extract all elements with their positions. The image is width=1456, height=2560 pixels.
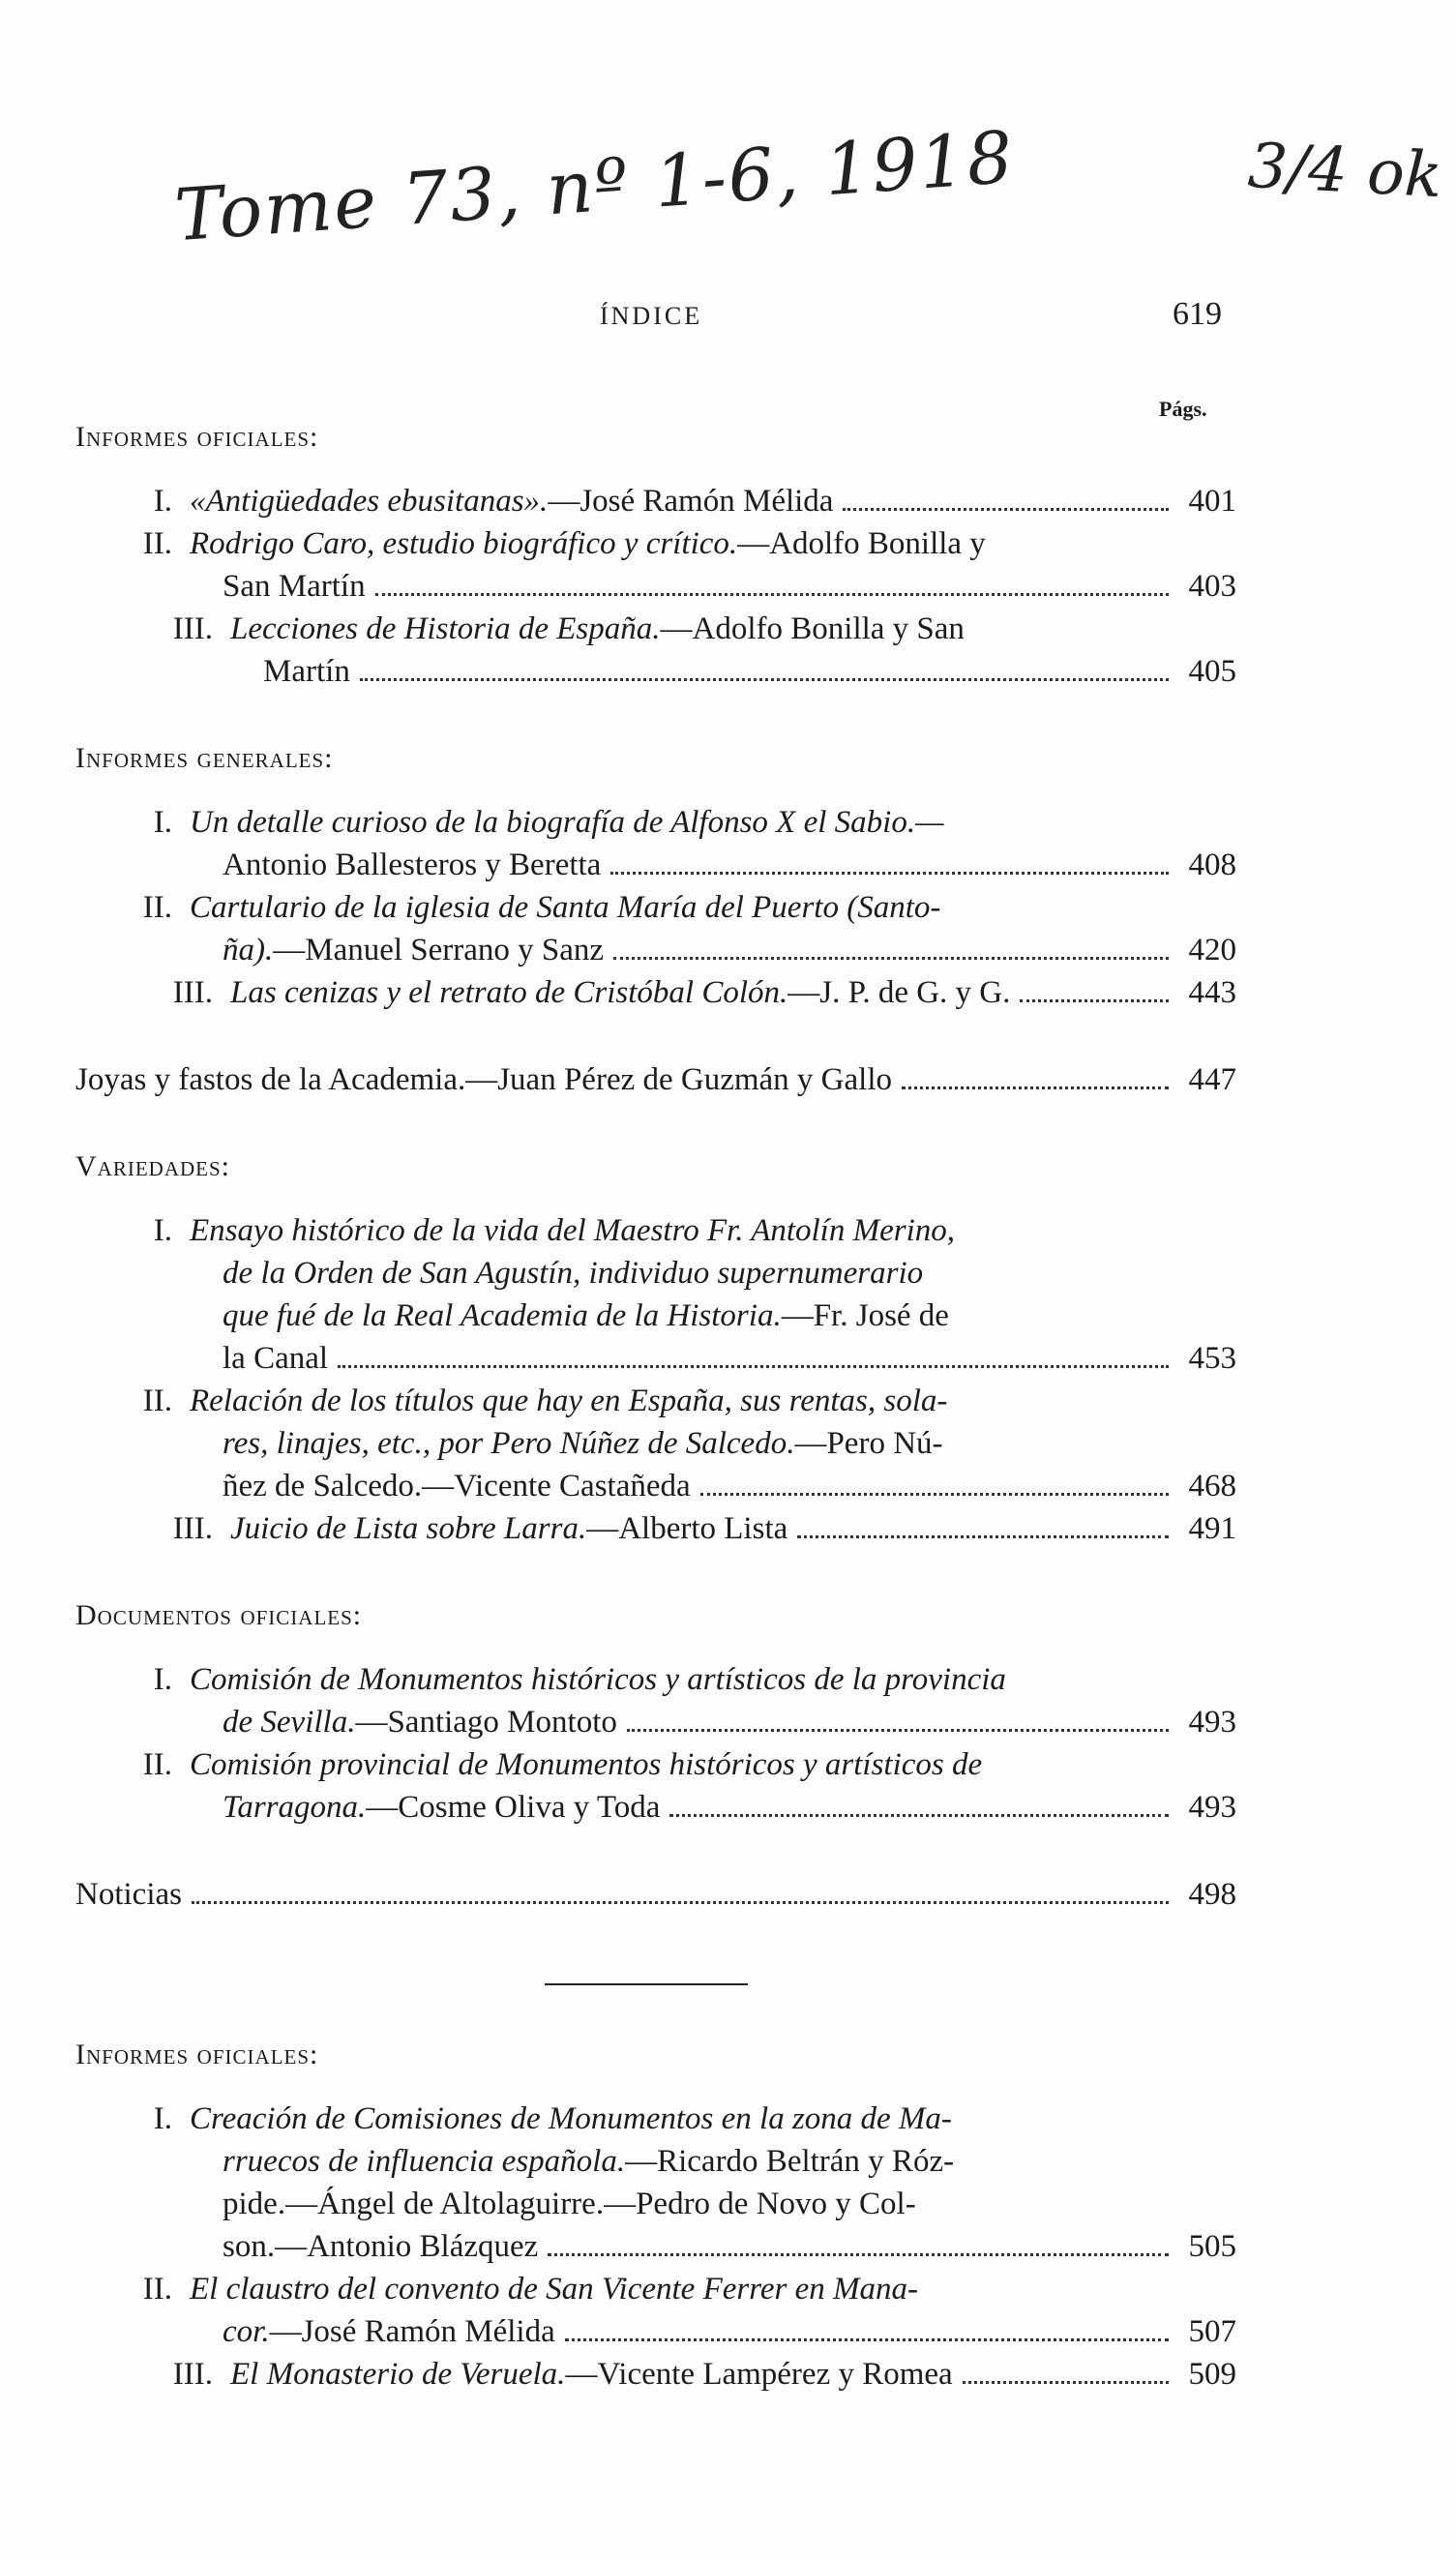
entry-page: 401 bbox=[1188, 484, 1236, 519]
entry-page: 408 bbox=[1188, 848, 1236, 882]
toc-entry bbox=[75, 2098, 1236, 2268]
entry-body bbox=[190, 1743, 1236, 1829]
entry-line bbox=[190, 1295, 1236, 1337]
dot-leader bbox=[627, 1729, 1169, 1732]
entry-page: 498 bbox=[1188, 1877, 1236, 1912]
entry-page: 420 bbox=[1188, 933, 1236, 967]
entry-line bbox=[190, 801, 1236, 844]
entry-body bbox=[190, 1658, 1236, 1743]
entry-title: «Antigüedades ebusitanas». bbox=[190, 484, 549, 519]
entry-author: —Manuel Serrano y Sanz bbox=[273, 933, 605, 967]
entry-line bbox=[190, 522, 1236, 565]
entry-title: de Sevilla. bbox=[223, 1705, 356, 1740]
entry-line bbox=[190, 1252, 1236, 1295]
entry-author: pide.—Ángel de Altolaguirre.—Pedro de Novo y Col- bbox=[223, 2187, 916, 2221]
dot-leader bbox=[338, 1365, 1169, 1368]
entry-title: rruecos de influencia española. bbox=[223, 2144, 626, 2179]
entry-line bbox=[190, 2310, 1236, 2353]
toc-section bbox=[75, 1594, 1236, 1829]
entry-line bbox=[230, 608, 1236, 650]
entry-body bbox=[190, 2268, 1236, 2353]
entry-number: I. bbox=[153, 1662, 172, 1697]
entry-line bbox=[230, 2353, 1236, 2396]
toc-entry bbox=[75, 2268, 1236, 2353]
table-of-contents bbox=[75, 416, 1236, 2440]
toc-entry bbox=[75, 608, 1236, 693]
entry-author: —Cosme Oliva y Toda bbox=[366, 1790, 661, 1825]
toc-entry bbox=[75, 2353, 1236, 2396]
entry-number: I. bbox=[153, 2101, 172, 2136]
entry-line bbox=[190, 2268, 1236, 2310]
entry-body bbox=[190, 2098, 1236, 2268]
toc-entry bbox=[75, 1380, 1236, 1507]
entry-number: I. bbox=[153, 805, 172, 840]
entry-page: 493 bbox=[1188, 1705, 1236, 1740]
entry-page: 468 bbox=[1188, 1469, 1236, 1503]
entry-author: son.—Antonio Blázquez bbox=[223, 2229, 539, 2264]
entry-title: que fué de la Real Academia de la Historia. bbox=[223, 1298, 782, 1333]
entry-text: Joyas y fastos de la Academia.—Juan Pérez de Guzmán y Gallo bbox=[75, 1062, 892, 1097]
section-separator-rule bbox=[545, 1983, 748, 1985]
entry-line bbox=[190, 929, 1236, 971]
entry-author: —Santiago Montoto bbox=[355, 1705, 617, 1740]
entry-line bbox=[190, 1701, 1236, 1743]
entry-number: I. bbox=[153, 1213, 172, 1248]
toc-entry bbox=[75, 480, 1236, 522]
entry-number: III. bbox=[172, 1511, 213, 1546]
entry-body bbox=[190, 480, 1236, 522]
toc-entry bbox=[75, 1507, 1236, 1550]
toc-entry bbox=[75, 1209, 1236, 1380]
entry-page: 403 bbox=[1188, 569, 1236, 604]
toc-entry bbox=[75, 1743, 1236, 1829]
toc-section bbox=[75, 416, 1236, 693]
entry-line bbox=[190, 1209, 1236, 1252]
toc-entry bbox=[75, 1658, 1236, 1743]
entry-line bbox=[230, 971, 1236, 1014]
entry-number: III. bbox=[172, 611, 213, 646]
entry-title: Las cenizas y el retrato de Cristóbal Colón. bbox=[230, 975, 788, 1010]
dot-leader bbox=[1020, 999, 1169, 1002]
dot-leader bbox=[963, 2381, 1169, 2384]
entry-line bbox=[190, 480, 1236, 522]
entry-number: II. bbox=[142, 890, 172, 925]
entry-page: 509 bbox=[1188, 2357, 1236, 2392]
entry-line bbox=[190, 1658, 1236, 1701]
entry-author: ñez de Salcedo.—Vicente Castañeda bbox=[223, 1469, 691, 1503]
entry-line bbox=[190, 1380, 1236, 1422]
entry-page: 491 bbox=[1188, 1511, 1236, 1546]
entry-number: I. bbox=[153, 484, 172, 519]
entry-line bbox=[190, 886, 1236, 929]
entry-page: 443 bbox=[1188, 975, 1236, 1010]
entry-line bbox=[190, 2183, 1236, 2225]
entry-title: ña). bbox=[223, 933, 274, 967]
dot-leader bbox=[192, 1901, 1169, 1904]
entry-title: El claustro del convento de San Vicente Ferrer en Mana- bbox=[190, 2272, 918, 2307]
toc-entry bbox=[75, 886, 1236, 971]
entry-title: de la Orden de San Agustín, individuo supernumerario bbox=[223, 1256, 924, 1291]
toc-entry-joyas bbox=[75, 1058, 1236, 1101]
entry-body bbox=[230, 971, 1236, 1014]
entry-title: El Monasterio de Veruela. bbox=[230, 2357, 566, 2392]
sections-block-1 bbox=[75, 416, 1236, 1014]
toc-entry bbox=[75, 801, 1236, 886]
entry-title: res, linajes, etc., por Pero Núñez de Salcedo. bbox=[223, 1426, 795, 1461]
entry-line bbox=[190, 1786, 1236, 1829]
toc-entry bbox=[75, 971, 1236, 1014]
entry-author: —Fr. José de bbox=[781, 1298, 949, 1333]
entry-title: Tarragona. bbox=[223, 1790, 367, 1825]
entry-title: Juicio de Lista sobre Larra. bbox=[230, 1511, 587, 1546]
entry-line bbox=[190, 2225, 1236, 2268]
dot-leader bbox=[548, 2253, 1169, 2256]
entry-number: III. bbox=[172, 2357, 213, 2392]
dot-leader bbox=[902, 1087, 1169, 1089]
entry-number: II. bbox=[142, 1384, 172, 1418]
entry-number: III. bbox=[172, 975, 213, 1010]
entry-line bbox=[190, 1743, 1236, 1786]
dot-leader bbox=[613, 957, 1169, 960]
section-heading: Documentos oficiales: bbox=[75, 1599, 363, 1631]
running-title: ÍNDICE bbox=[600, 302, 703, 330]
entry-line bbox=[190, 1465, 1236, 1507]
dot-leader bbox=[843, 508, 1169, 511]
dot-leader bbox=[700, 1493, 1169, 1496]
entry-author: —Ricardo Beltrán y Róz- bbox=[625, 2144, 955, 2179]
entry-author: Antonio Ballesteros y Beretta bbox=[223, 848, 602, 882]
entry-author: San Martín bbox=[223, 569, 366, 604]
entry-page: 453 bbox=[1188, 1341, 1236, 1376]
entry-number: II. bbox=[142, 2272, 172, 2307]
entry-line bbox=[230, 650, 1236, 693]
toc-entry-noticias bbox=[75, 1873, 1236, 1916]
section-heading: Informes generales: bbox=[75, 742, 334, 774]
dot-leader bbox=[360, 678, 1169, 681]
entry-page: 447 bbox=[1188, 1062, 1236, 1097]
entry-body bbox=[190, 1209, 1236, 1380]
entry-body bbox=[230, 2353, 1236, 2396]
entry-line bbox=[190, 1422, 1236, 1465]
entry-number: II. bbox=[142, 1747, 172, 1782]
section-heading: Variedades: bbox=[75, 1150, 230, 1182]
entry-title: Lecciones de Historia de España. bbox=[230, 611, 661, 646]
entry-author: —José Ramón Mélida bbox=[548, 484, 834, 519]
entry-page: 493 bbox=[1188, 1790, 1236, 1825]
entry-title: Un detalle curioso de la biografía de Alfonso X el Sabio.— bbox=[190, 805, 944, 840]
entry-line bbox=[230, 1507, 1236, 1550]
entry-line bbox=[190, 565, 1236, 608]
entry-body bbox=[230, 608, 1236, 693]
entry-line bbox=[190, 844, 1236, 886]
toc-entry bbox=[75, 522, 1236, 608]
entry-line bbox=[190, 1337, 1236, 1380]
entry-author: Martín bbox=[263, 654, 350, 689]
entry-author: —José Ramón Mélida bbox=[269, 2314, 555, 2349]
dot-leader bbox=[669, 1814, 1169, 1817]
dot-leader bbox=[565, 2338, 1169, 2341]
entry-line bbox=[190, 2098, 1236, 2140]
entry-body bbox=[190, 801, 1236, 886]
toc-section bbox=[75, 1146, 1236, 1550]
entry-page: 507 bbox=[1188, 2314, 1236, 2349]
entry-body bbox=[190, 522, 1236, 608]
entry-author: —Adolfo Bonilla y San bbox=[660, 611, 965, 646]
entry-author: la Canal bbox=[223, 1341, 329, 1376]
toc-section bbox=[75, 737, 1236, 1014]
entry-number: II. bbox=[142, 526, 172, 561]
entry-body bbox=[190, 1380, 1236, 1507]
entry-author: —Alberto Lista bbox=[586, 1511, 788, 1546]
section-heading: Informes oficiales: bbox=[75, 421, 319, 453]
entry-page: 405 bbox=[1188, 654, 1236, 689]
dot-leader bbox=[610, 872, 1169, 875]
entry-title: Comisión de Monumentos históricos y artísticos de la provincia bbox=[190, 1662, 1006, 1697]
dot-leader bbox=[375, 593, 1169, 596]
page-number: 619 bbox=[1173, 296, 1222, 332]
dot-leader bbox=[797, 1535, 1169, 1538]
section-heading: Informes oficiales: bbox=[75, 2039, 319, 2070]
entry-author: —Adolfo Bonilla y bbox=[737, 526, 986, 561]
handwritten-volume-note: Tome 73, nº 1-6, 1918 bbox=[172, 115, 1018, 258]
entry-title: Relación de los títulos que hay en España, sus rentas, sola- bbox=[190, 1384, 948, 1418]
handwritten-fraction-note: 3/4 ok bbox=[1246, 130, 1444, 213]
entry-title: Ensayo histórico de la vida del Maestro Fr. Antolín Merino, bbox=[190, 1213, 956, 1248]
entry-author: —J. P. de G. y G. bbox=[787, 975, 1011, 1010]
entry-author: —Pero Nú- bbox=[794, 1426, 943, 1461]
entry-body bbox=[230, 1507, 1236, 1550]
entry-title: Rodrigo Caro, estudio biográfico y crítico. bbox=[190, 526, 738, 561]
entry-title: Comisión provincial de Monumentos históricos y artísticos de bbox=[190, 1747, 983, 1782]
entry-author: —Vicente Lampérez y Romea bbox=[565, 2357, 953, 2392]
entry-page: 505 bbox=[1188, 2229, 1236, 2264]
toc-section bbox=[75, 2034, 1236, 2396]
entry-line bbox=[190, 2140, 1236, 2183]
entry-title: Creación de Comisiones de Monumentos en la zona de Ma- bbox=[190, 2101, 952, 2136]
entry-text: Noticias bbox=[75, 1877, 182, 1912]
entry-title: Cartulario de la iglesia de Santa María del Puerto (Santo- bbox=[190, 890, 941, 925]
sections-block-2 bbox=[75, 1146, 1236, 1829]
sections-block-3 bbox=[75, 2034, 1236, 2396]
entry-body bbox=[190, 886, 1236, 971]
entry-title: cor. bbox=[223, 2314, 270, 2349]
pages-column-label: Págs. bbox=[1159, 397, 1207, 421]
